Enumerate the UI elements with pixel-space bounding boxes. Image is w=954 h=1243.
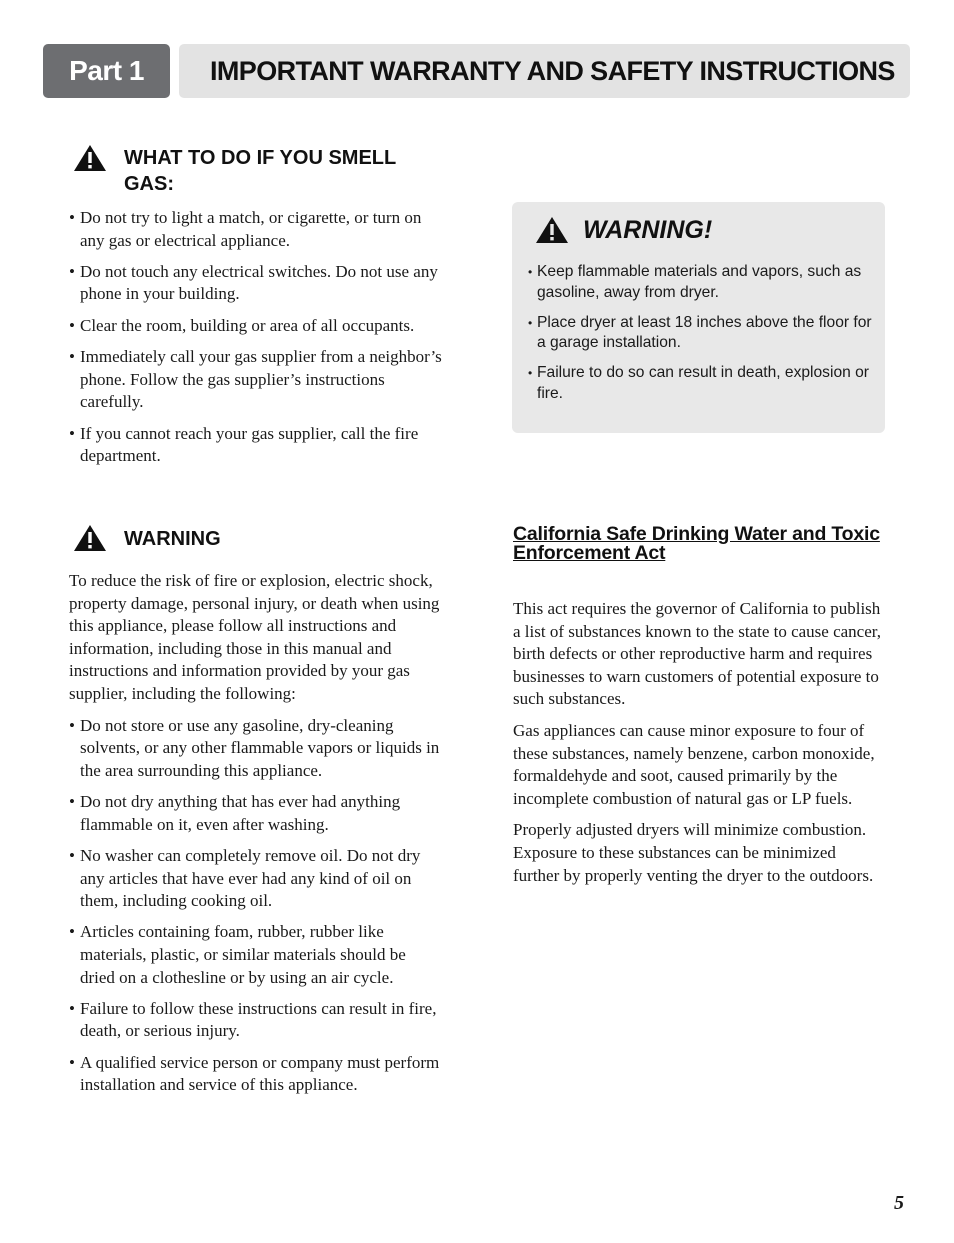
california-paragraph: This act requires the governor of California to publish a list of substances known to the state to cause cancer, birth defects or other reproductive harm and requires businesses to warn customers of potential exposure to such substances.: [513, 599, 882, 709]
page-title: IMPORTANT WARRANTY AND SAFETY INSTRUCTIONS: [179, 44, 910, 98]
warning-box: [512, 202, 885, 433]
warning-intro: To reduce the risk of fire or explosion, electric shock, property damage, personal injury, or death when using this appliance, please follow all instructions and information, including those in this manual and instructions and information provided by your gas supplier, including the following:: [69, 571, 440, 703]
list-item: • Do not try to light a match, or cigarette, or turn on any gas or electrical appliance.: [69, 207, 443, 252]
gas-list: [69, 207, 443, 468]
page-number: 5: [894, 1192, 904, 1214]
list-item: • A qualified service person or company must perform installation and service of this appliance.: [69, 1052, 443, 1097]
part-label: Part 1: [43, 44, 170, 98]
list-item: • Clear the room, building or area of all occupants.: [69, 315, 443, 338]
list-item: • Do not touch any electrical switches. Do not use any phone in your building.: [69, 261, 443, 306]
california-section: [513, 525, 885, 896]
list-item: • Failure to follow these instructions can result in fire, death, or serious injury.: [69, 998, 443, 1043]
warning-triangle-icon: [535, 216, 569, 244]
list-item: • Articles containing foam, rubber, rubber like materials, plastic, or similar materials should be dried on a clothesline or by using an air cycle.: [69, 921, 443, 989]
warning-section-heading: [69, 524, 443, 552]
list-item: • Do not store or use any gasoline, dry-cleaning solvents, or any other flammable vapors or liquids in the area surrounding this appliance.: [69, 715, 443, 783]
gas-heading-text: WHAT TO DO IF YOU SMELL GAS:: [124, 147, 396, 195]
warning-list: [69, 715, 443, 1097]
warning-section: [69, 524, 443, 1106]
list-item: • Failure to do so can result in death, explosion or fire.: [528, 363, 885, 404]
list-item: • Keep flammable materials and vapors, such as gasoline, away from dryer.: [528, 262, 885, 303]
list-item: • Immediately call your gas supplier from a neighbor’s phone. Follow the gas supplier’s instructions carefully.: [69, 346, 443, 414]
warning-triangle-icon: [73, 524, 107, 552]
list-item: • Place dryer at least 18 inches above the floor for a garage installation.: [528, 313, 885, 354]
warning-triangle-icon: [73, 144, 107, 172]
california-paragraph: Gas appliances can cause minor exposure to four of these substances, namely benzene, carbon monoxide, formaldehyde and soot, caused primarily by the incomplete combustion of natural gas or LP fuels.: [513, 720, 875, 808]
list-item: • Do not dry anything that has ever had anything flammable on it, even after washing.: [69, 791, 443, 836]
gas-section-heading: [69, 144, 443, 197]
warning-box-heading-text: WARNING!: [583, 215, 713, 244]
california-paragraph: Properly adjusted dryers will minimize combustion. Exposure to these substances can be minimized further by properly venting the dryer to the outdoors.: [513, 820, 874, 885]
list-item: • If you cannot reach your gas supplier, call the fire department.: [69, 423, 443, 468]
gas-section: [69, 144, 443, 476]
warning-box-heading: [528, 214, 885, 246]
warning-box-list: [528, 262, 885, 404]
warning-heading-text: WARNING: [124, 528, 221, 550]
california-heading: California Safe Drinking Water and Toxic Enforcement Act: [513, 523, 880, 564]
list-item: • No washer can completely remove oil. Do not dry any articles that have ever had any kind of oil on them, including cooking oil.: [69, 845, 443, 913]
